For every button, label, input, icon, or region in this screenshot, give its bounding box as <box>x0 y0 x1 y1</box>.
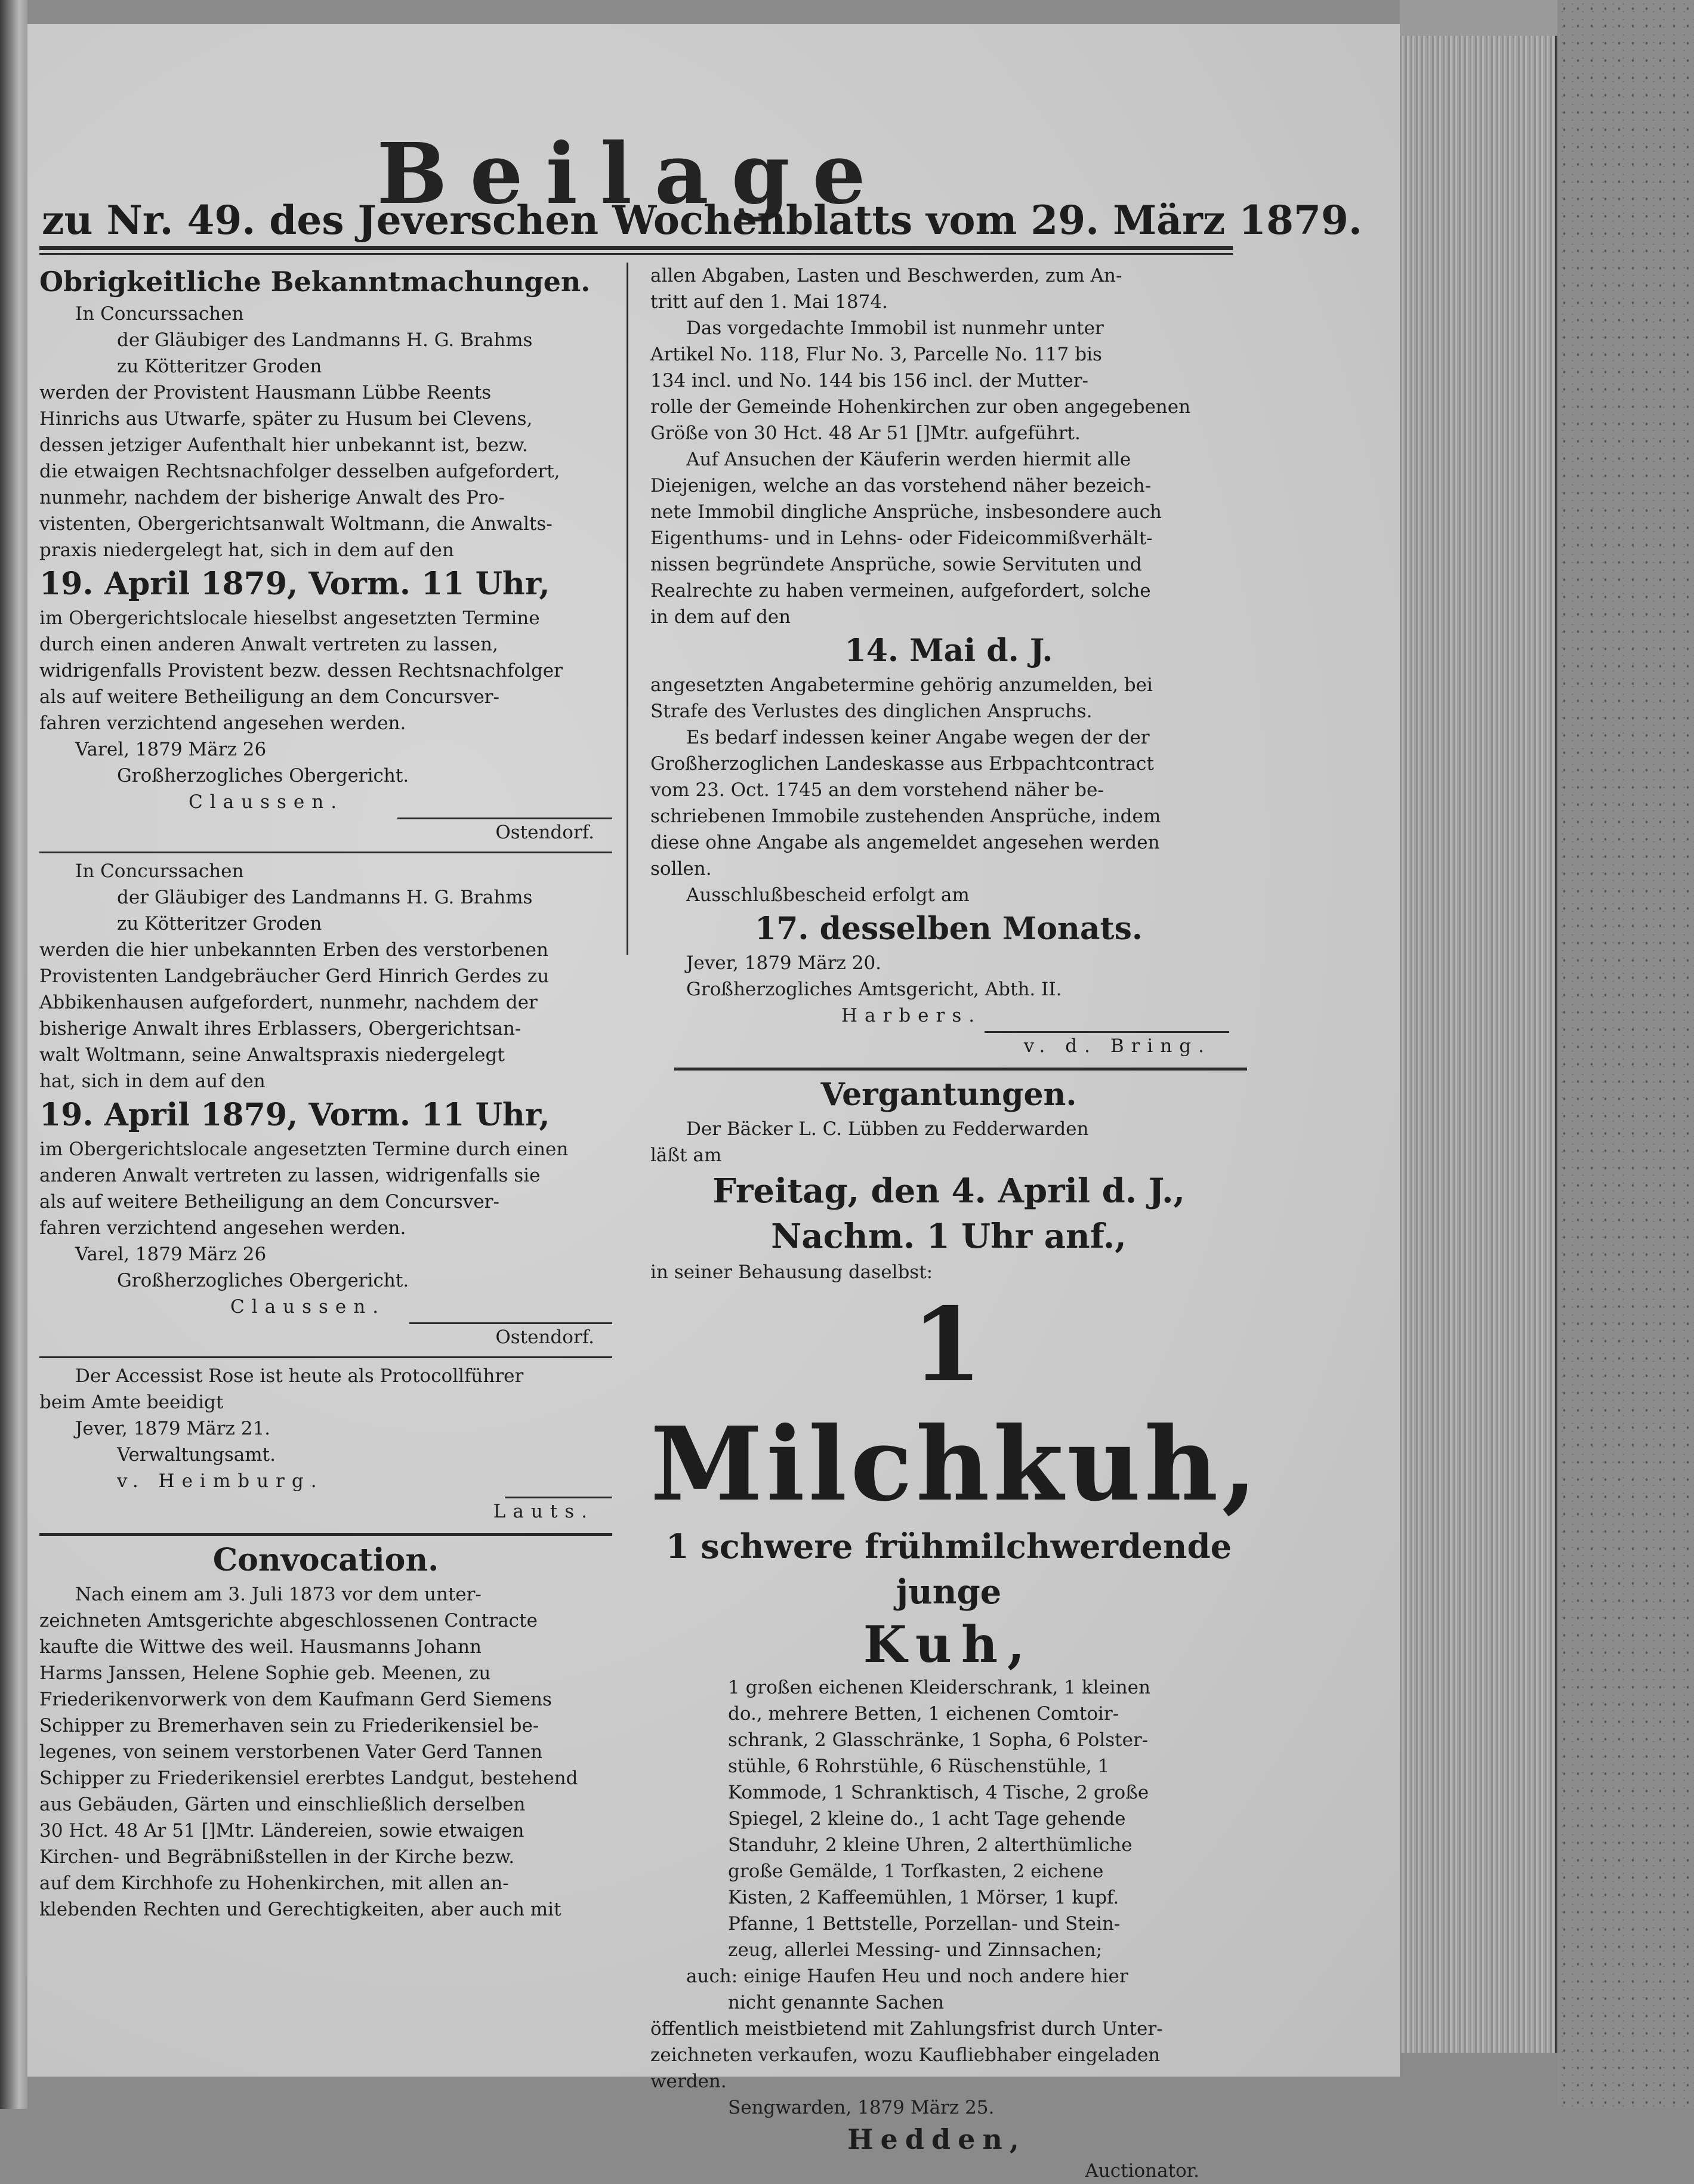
notice3-body: Der Accessist Rose ist heute als Protocollführer <box>75 1365 524 1387</box>
section-divider <box>39 1533 612 1536</box>
convocation-court: Großherzogliches Amtsgericht, Abth. II. <box>686 979 1062 1000</box>
notice1-countersignature: Ostendorf. <box>495 822 594 843</box>
convocation-heading: Convocation. <box>212 1542 439 1578</box>
notice2-line2: der Gläubiger des Landmanns H. G. Brahms <box>117 887 533 908</box>
notice-divider <box>39 1356 612 1358</box>
convocation-cont2: Großherzoglichen Landeskasse aus Erbpachtcontract <box>650 753 1154 775</box>
notice2-body2: im Obergerichtslocale angesetzten Termine durch einen <box>39 1139 569 1160</box>
auction-list: Kommode, 1 Schranktisch, 4 Tische, 2 große <box>728 1782 1149 1803</box>
notice-2 <box>39 858 612 1350</box>
convocation-cont: in dem auf den <box>650 606 791 628</box>
notice2-line3: zu Kötteritzer Groden <box>117 913 322 934</box>
notice2-countersignature: Ostendorf. <box>495 1327 594 1348</box>
auction <box>650 1074 1261 2184</box>
convocation-cont: Größe von 30 Hct. 48 Ar 51 []Mtr. aufgeführt. <box>650 422 1081 444</box>
convocation-cont2: angesetzten Angabetermine gehörig anzumelden, bei <box>650 674 1153 696</box>
notice1-body: vistenten, Obergerichtsanwalt Woltmann, die Anwalts- <box>39 513 553 535</box>
notice2-line1: In Concurssachen <box>75 860 244 882</box>
convocation-body: aus Gebäuden, Gärten und einschließlich derselben <box>39 1794 526 1815</box>
notice1-body2: widrigenfalls Provistent bezw. dessen Rechtsnachfolger <box>39 660 563 681</box>
auction-closing: öffentlich meistbietend mit Zahlungsfrist durch Unter- <box>650 2018 1163 2040</box>
notice2-body: werden die hier unbekannten Erben des verstorbenen <box>39 939 548 961</box>
auction-list: do., mehrere Betten, 1 eichenen Comtoir- <box>728 1703 1119 1725</box>
column-right <box>650 263 1261 2184</box>
convocation-cont: Das vorgedachte Immobil ist nunmehr unter <box>686 317 1104 339</box>
auction-signature-title: Auctionator. <box>1085 2160 1199 2182</box>
convocation-body: zeichneten Amtsgerichte abgeschlossenen Contracte <box>39 1610 538 1631</box>
section-divider <box>674 1068 1247 1071</box>
convocation-body: kaufte die Wittwe des weil. Hausmanns Johann <box>39 1636 482 1658</box>
notice2-body: bisherige Anwalt ihres Erblassers, Obergerichtsan- <box>39 1018 522 1039</box>
masthead-title: Beilage <box>377 125 888 223</box>
convocation-date2: 17. desselben Monats. <box>755 911 1143 947</box>
masthead-subtitle: zu Nr. 49. des Jeverschen Wochenblatts vom 29. März 1879. <box>42 197 1362 243</box>
convocation-body: Kirchen- und Begräbnißstellen in der Kirche bezw. <box>39 1846 515 1868</box>
notice1-body2: fahren verzichtend angesehen werden. <box>39 712 406 734</box>
convocation-exclusion: Ausschlußbescheid erfolgt am <box>686 884 970 906</box>
convocation-cont2: sollen. <box>650 858 712 880</box>
notice1-body2: im Obergerichtslocale hieselbst angesetzten Termine <box>39 607 540 629</box>
auction-list: zeug, allerlei Messing- und Zinnsachen; <box>728 1939 1103 1961</box>
convocation-continued <box>650 263 1247 1059</box>
notice3-office: Verwaltungsamt. <box>117 1444 276 1466</box>
auction-heading: Vergantungen. <box>820 1076 1077 1113</box>
section-heading: Obrigkeitliche Bekanntmachungen. <box>39 266 591 298</box>
auction-list: Standuhr, 2 kleine Uhren, 2 alterthümliche <box>728 1834 1133 1856</box>
convocation-cont: allen Abgaben, Lasten und Beschwerden, zum An- <box>650 265 1122 286</box>
notice3-body: beim Amte beeidigt <box>39 1392 224 1413</box>
convocation-body: Nach einem am 3. Juli 1873 vor dem unter- <box>75 1584 482 1605</box>
convocation-place-date: Jever, 1879 März 20. <box>686 952 882 974</box>
convocation-countersignature: v. d. Bring. <box>1023 1035 1211 1057</box>
notice1-place-date: Varel, 1879 März 26 <box>75 739 267 760</box>
convocation-date1: 14. Mai d. J. <box>844 633 1053 669</box>
notice1-line3: zu Kötteritzer Groden <box>117 356 322 377</box>
convocation-body: Schipper zu Friederikensiel ererbtes Landgut, bestehend <box>39 1767 578 1789</box>
convocation-cont: tritt auf den 1. Mai 1874. <box>650 291 888 313</box>
convocation-cont2: diese ohne Angabe als angemeldet angesehen werden <box>650 832 1160 853</box>
convocation-body: 30 Hct. 48 Ar 51 []Mtr. Ländereien, sowie etwaigen <box>39 1820 524 1841</box>
notice2-body: Abbikenhausen aufgefordert, nunmehr, nachdem der <box>39 992 538 1013</box>
convocation-cont: nissen begründete Ansprüche, sowie Servituten und <box>650 554 1142 575</box>
notice1-body: nunmehr, nachdem der bisherige Anwalt des Pro- <box>39 487 505 508</box>
notice2-body: walt Woltmann, seine Anwaltspraxis niedergelegt <box>39 1044 505 1066</box>
notice1-body: praxis niedergelegt hat, sich in dem auf den <box>39 539 454 561</box>
notice3-signature: v. Heimburg. <box>117 1470 324 1492</box>
notice-3 <box>39 1363 612 1525</box>
auction-closing: zeichneten verkaufen, wozu Kaufliebhaber eingeladen <box>650 2044 1161 2066</box>
notice1-body: die etwaigen Rechtsnachfolger desselben aufgefordert, <box>39 461 560 482</box>
auction-list: schrank, 2 Glasschränke, 1 Sopha, 6 Polster- <box>728 1729 1149 1751</box>
auction-list: stühle, 6 Rohrstühle, 6 Rüschenstühle, 1 <box>728 1756 1110 1777</box>
auction-list: 1 großen eichenen Kleiderschrank, 1 kleinen <box>728 1677 1150 1698</box>
notice2-signature: Claussen. <box>230 1296 386 1318</box>
auction-place-date: Sengwarden, 1879 März 25. <box>728 2097 995 2118</box>
convocation-body: Friederikenvorwerk von dem Kaufmann Gerd Siemens <box>39 1689 552 1710</box>
column-divider <box>627 263 628 955</box>
notice2-court: Großherzogliches Obergericht. <box>117 1270 409 1291</box>
auction-list: Kisten, 2 Kaffeemühlen, 1 Mörser, 1 kupf. <box>728 1887 1119 1908</box>
notice3-place-date: Jever, 1879 März 21. <box>75 1418 271 1439</box>
convocation-cont: Diejenigen, welche an das vorstehend näher bezeich- <box>650 475 1152 496</box>
notice2-date: 19. April 1879, Vorm. 11 Uhr, <box>39 1097 550 1133</box>
convocation-cont: Artikel No. 118, Flur No. 3, Parcelle No. 117 bis <box>650 344 1102 365</box>
masthead-rule <box>39 246 1233 250</box>
auction-closing: werden. <box>650 2071 727 2092</box>
auction-time: Nachm. 1 Uhr anf., <box>771 1217 1127 1256</box>
notice1-body: dessen jetziger Aufenthalt hier unbekannt ist, bezw. <box>39 434 528 456</box>
auction-line2: läßt am <box>650 1145 722 1166</box>
convocation-cont2: schriebenen Immobile zustehenden Ansprüche, indem <box>650 806 1161 827</box>
convocation-cont: Eigenthums- und in Lehns- oder Fideicommißverhält- <box>650 528 1153 549</box>
convocation <box>39 1540 612 1923</box>
notice3-countersignature: Lauts. <box>493 1501 594 1522</box>
notice1-court: Großherzogliches Obergericht. <box>117 765 409 786</box>
notice2-body2: anderen Anwalt vertreten zu lassen, widrigenfalls sie <box>39 1165 541 1186</box>
convocation-cont2: Strafe des Verlustes des dinglichen Anspruchs. <box>650 701 1093 722</box>
auction-line3: in seiner Behausung daselbst: <box>650 1261 933 1283</box>
convocation-cont: Realrechte zu haben vermeinen, aufgefordert, solche <box>650 580 1151 601</box>
book-cover-marbled <box>1557 0 1694 2109</box>
convocation-cont: rolle der Gemeinde Hohenkirchen zur oben angegebenen <box>650 396 1191 418</box>
convocation-body: legenes, von seinem verstorbenen Vater Gerd Tannen <box>39 1741 543 1763</box>
convocation-signature: Harbers. <box>841 1005 982 1026</box>
notice2-body: hat, sich in dem auf den <box>39 1071 266 1092</box>
notice2-place-date: Varel, 1879 März 26 <box>75 1244 267 1265</box>
auction-item-kuh: Kuh, <box>863 1615 1035 1674</box>
auction-signature: Hedden, <box>847 2123 1026 2155</box>
auction-date: Freitag, den 4. April d. J., <box>712 1171 1185 1211</box>
convocation-cont: Auf Ansuchen der Käuferin werden hiermit alle <box>686 449 1131 470</box>
column-left <box>39 263 612 1923</box>
auction-list: Pfanne, 1 Bettstelle, Porzellan- und Stein- <box>728 1913 1121 1935</box>
notice2-body2: fahren verzichtend angesehen werden. <box>39 1217 406 1239</box>
auction-also: nicht genannte Sachen <box>728 1992 945 2013</box>
notice1-body2: durch einen anderen Anwalt vertreten zu lassen, <box>39 634 498 655</box>
auction-list: Spiegel, 2 kleine do., 1 acht Tage gehende <box>728 1808 1126 1830</box>
notice1-body: Hinrichs aus Utwarfe, später zu Husum bei Clevens, <box>39 408 533 430</box>
notice1-line1: In Concurssachen <box>75 303 244 325</box>
notice1-body2: als auf weitere Betheiligung an dem Concursver- <box>39 686 499 708</box>
masthead-rule-thin <box>39 253 1233 255</box>
convocation-cont2: vom 23. Oct. 1745 an dem vorstehend näher be- <box>650 779 1104 801</box>
page-stack-edge <box>1400 36 1557 2053</box>
notice1-body: werden der Provistent Hausmann Lübbe Reents <box>39 382 492 403</box>
convocation-body: Schipper zu Bremerhaven sein zu Friederikensiel be- <box>39 1715 539 1736</box>
convocation-cont2: Es bedarf indessen keiner Angabe wegen der der <box>686 727 1150 748</box>
convocation-body: Harms Janssen, Helene Sophie geb. Meenen, zu <box>39 1662 491 1684</box>
notice-1 <box>39 301 612 846</box>
book-gutter-left <box>0 0 27 2109</box>
notice1-signature: Claussen. <box>189 791 344 813</box>
convocation-cont: 134 incl. und No. 144 bis 156 incl. der Mutter- <box>650 370 1089 391</box>
notice2-body2: als auf weitere Betheiligung an dem Concursver- <box>39 1191 499 1213</box>
auction-line1: Der Bäcker L. C. Lübben zu Fedderwarden <box>686 1118 1089 1140</box>
notice1-line2: der Gläubiger des Landmanns H. G. Brahms <box>117 329 533 351</box>
convocation-body: klebenden Rechten und Gerechtigkeiten, aber auch mit <box>39 1899 561 1920</box>
notice2-body: Provistenten Landgebräucher Gerd Hinrich Gerdes zu <box>39 965 550 987</box>
book-cover-top <box>1400 0 1561 36</box>
auction-list: große Gemälde, 1 Torfkasten, 2 eichene <box>728 1861 1104 1882</box>
convocation-cont: nete Immobil dingliche Ansprüche, insbesondere auch <box>650 501 1162 523</box>
notice1-date: 19. April 1879, Vorm. 11 Uhr, <box>39 566 550 602</box>
auction-item-young-cow: 1 schwere frühmilchwerdende junge <box>665 1527 1232 1612</box>
convocation-body: auf dem Kirchhofe zu Hohenkirchen, mit allen an- <box>39 1873 509 1894</box>
auction-also: auch: einige Haufen Heu und noch andere hier <box>686 1966 1128 1987</box>
notice-divider <box>39 852 612 853</box>
auction-item-milchkuh: 1 Milchkuh, <box>650 1285 1261 1524</box>
